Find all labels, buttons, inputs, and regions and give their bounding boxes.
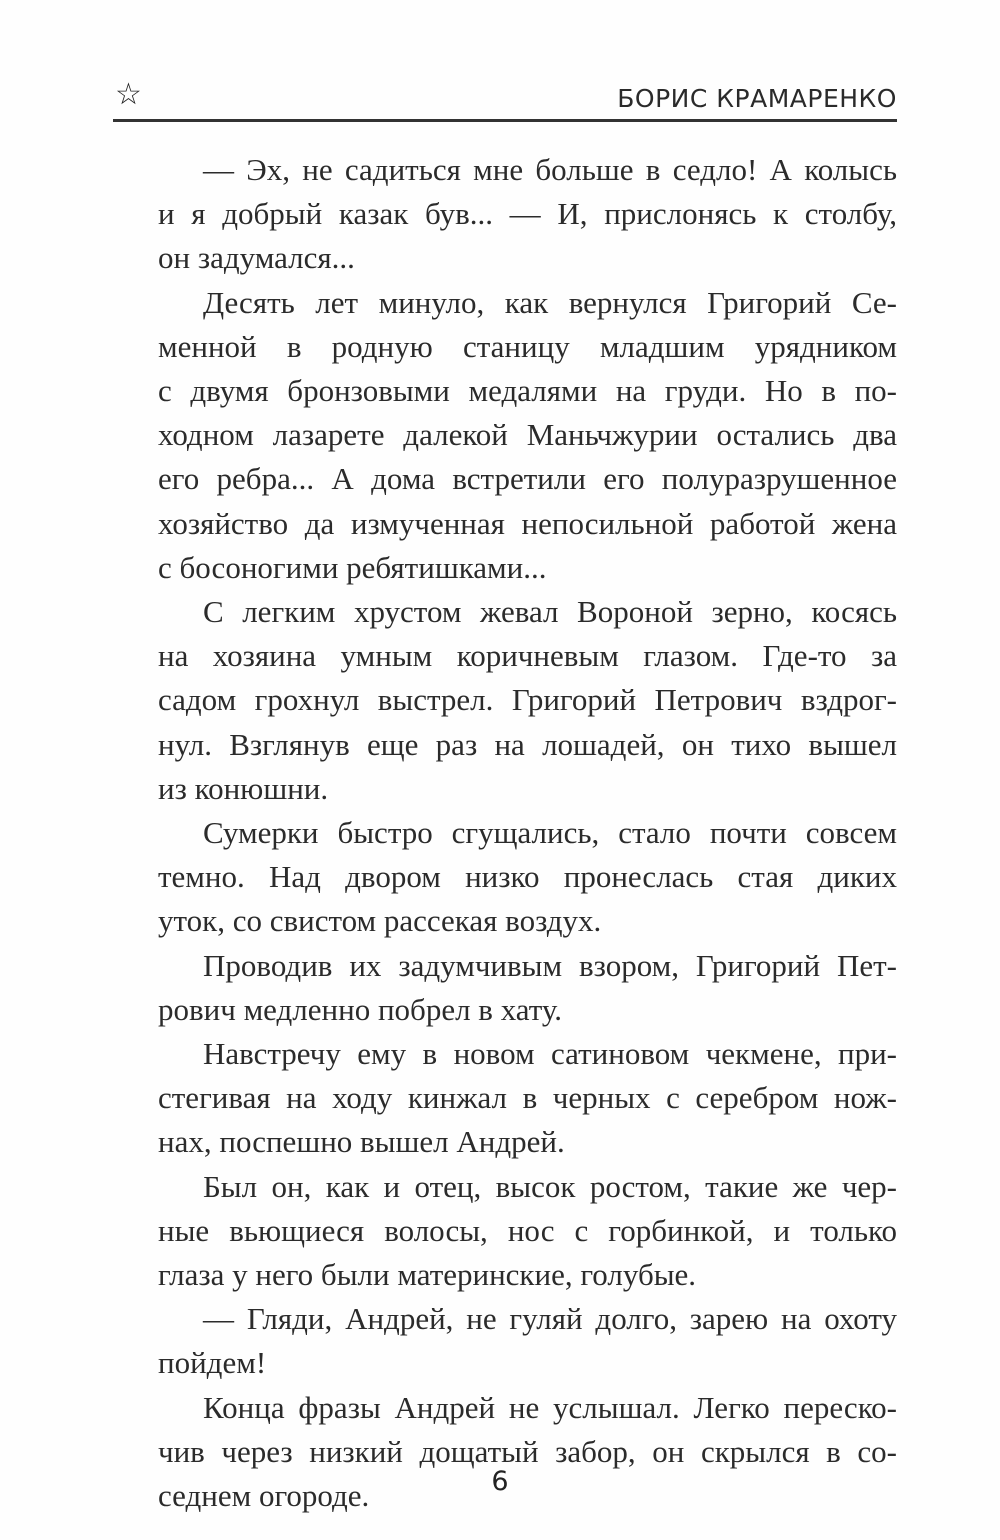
text-line: уток, со свистом рассекая воздух.: [158, 903, 602, 939]
author-name: БОРИС КРАМАРЕНКО: [617, 84, 897, 113]
text-line: С легким хрустом жевал Вороной зерно, косясь: [203, 594, 897, 630]
text-line: нул. Взглянув еще раз на лошадей, он тихо вышел: [158, 726, 897, 762]
text-line: нах, поспешно вышел Андрей.: [158, 1124, 565, 1160]
star-icon: ☆: [115, 77, 142, 112]
paragraph: [113, 148, 897, 281]
paragraph: [113, 811, 897, 944]
text-line: — Эх, не садиться мне больше в седло! А колысь: [203, 152, 897, 187]
text-line: — Гляди, Андрей, не гуляй долго, зарею на охоту: [203, 1301, 897, 1337]
text-line: и я добрый казак був... — И, прислонясь к столбу,: [158, 196, 897, 232]
text-line: темно. Над двором низко пронеслась стая диких: [158, 859, 897, 895]
header-rule: [113, 119, 897, 122]
text-line: стегивая на ходу кинжал в черных с серебром нож-: [158, 1080, 897, 1116]
text-line: седнем огороде.: [158, 1478, 370, 1514]
text-line: с двумя бронзовыми медалями на груди. Но в по-: [158, 373, 897, 409]
paragraph: [113, 944, 897, 1032]
paragraph: [113, 1386, 897, 1519]
text-line: чив через низкий дощатый забор, он скрылся в со-: [158, 1433, 897, 1469]
text-line: садом грохнул выстрел. Григорий Петрович вздрог-: [158, 682, 897, 718]
running-head: [113, 78, 897, 118]
text-line: Был он, как и отец, высок ростом, такие же чер-: [203, 1168, 897, 1204]
paragraph: [113, 590, 897, 811]
text-line: ходном лазарете далекой Маньчжурии остались два: [158, 417, 897, 453]
page-number: 6: [491, 1466, 509, 1497]
text-line: из конюшни.: [158, 770, 329, 806]
text-line: Конца фразы Андрей не услышал. Легко переско-: [203, 1389, 897, 1425]
text-line: менной в родную станицу младшим урядником: [158, 328, 897, 364]
paragraph: [113, 281, 897, 590]
text-line: Навстречу ему в новом сатиновом чекмене, при-: [203, 1036, 897, 1072]
text-line: глаза у него были материнские, голубые.: [158, 1257, 697, 1293]
text-line: ные вьющиеся волосы, нос с горбинкой, и только: [158, 1212, 897, 1248]
paragraph: [113, 1165, 897, 1298]
text-line: с босоногими ребятишками...: [158, 549, 547, 585]
body-text: [113, 148, 897, 1518]
text-line: Проводив их задумчивым взором, Григорий Пет-: [203, 947, 897, 983]
paragraph: [113, 1297, 897, 1385]
text-line: Сумерки быстро сгущались, стало почти совсем: [203, 815, 897, 851]
text-line: на хозяина умным коричневым глазом. Где-то за: [158, 638, 897, 674]
text-line: он задумался...: [158, 240, 355, 276]
text-line: рович медленно побрел в хату.: [158, 991, 563, 1027]
text-line: хозяйство да измученная непосильной работой жена: [158, 505, 897, 541]
text-line: его ребра... А дома встретили его полуразрушенное: [158, 461, 897, 497]
paragraph: [113, 1032, 897, 1165]
text-line: пойдем!: [158, 1345, 267, 1381]
text-line: Десять лет минуло, как вернулся Григорий Се-: [203, 284, 897, 320]
